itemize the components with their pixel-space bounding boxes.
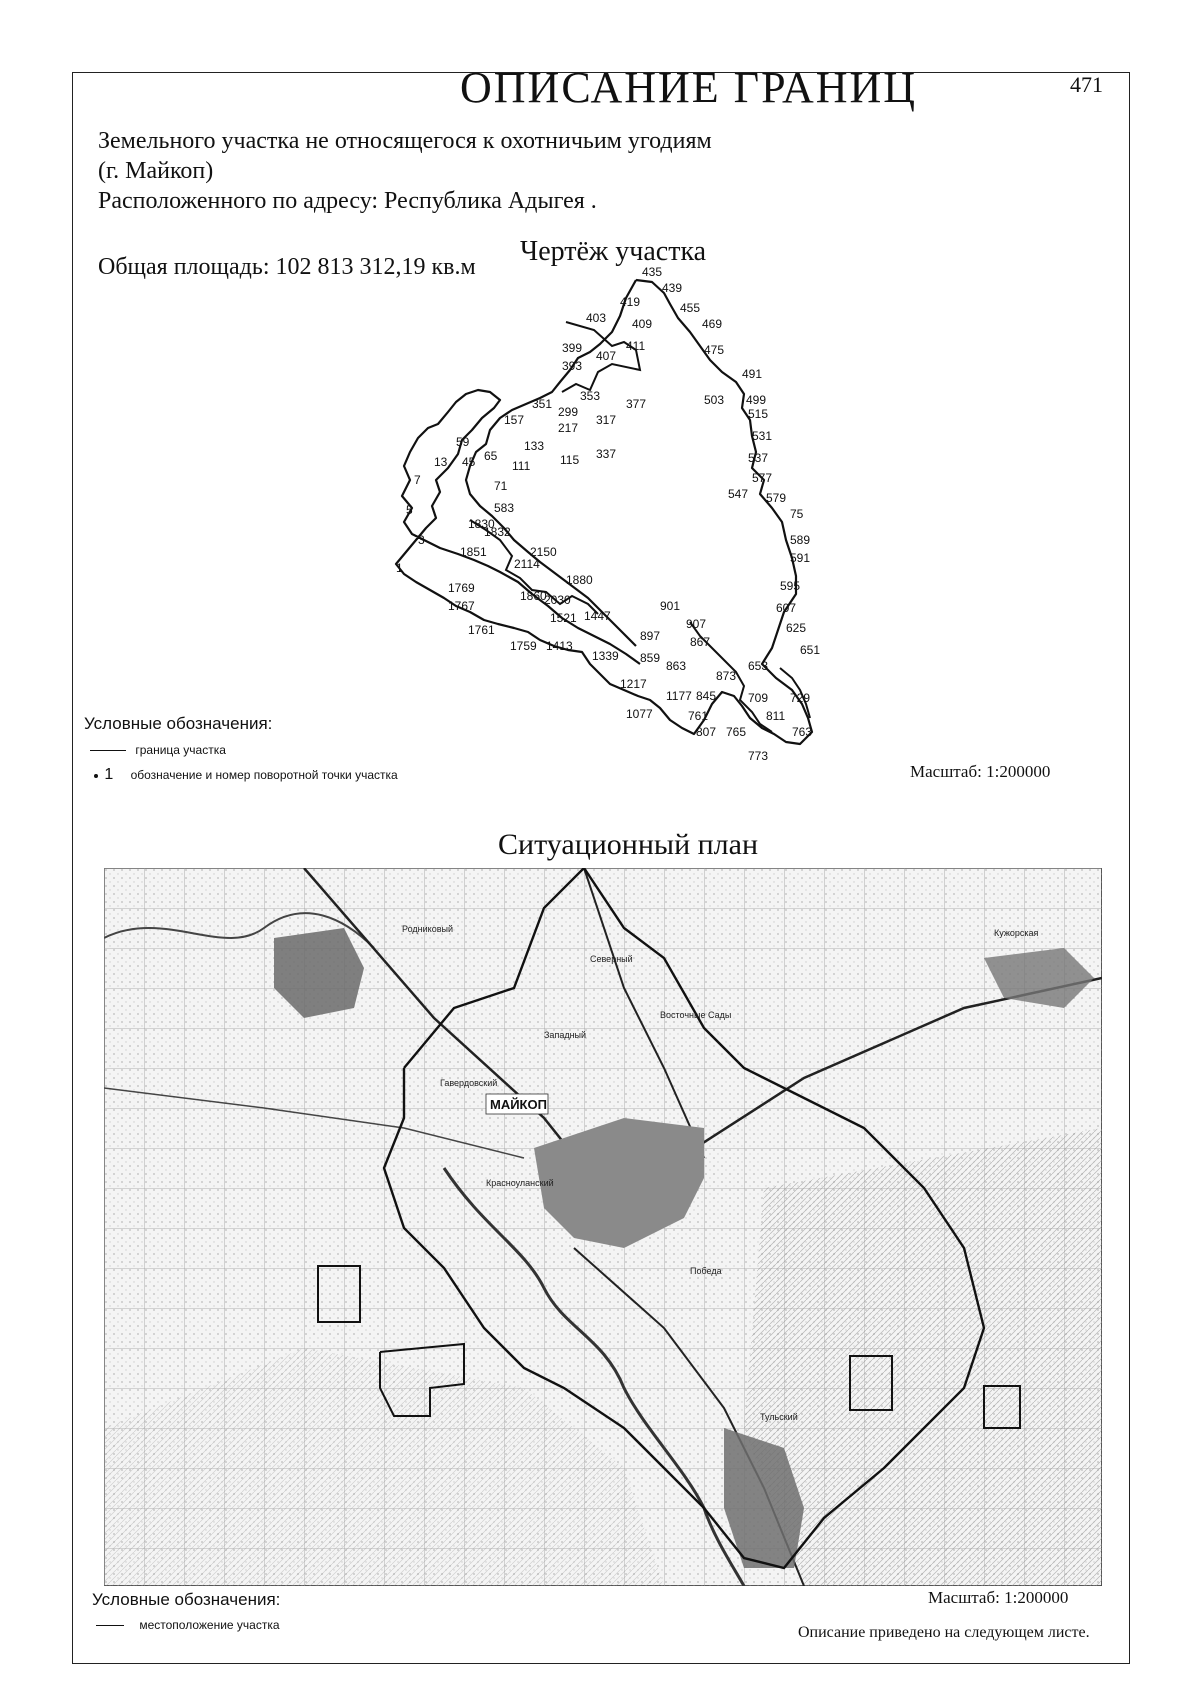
point-label: 1851 [460, 545, 487, 559]
point-label: 859 [640, 651, 661, 665]
point-label: 217 [558, 421, 579, 435]
point-label: 435 [642, 265, 663, 279]
description-line-3: Расположенного по адресу: Республика Адыгея . [98, 188, 597, 214]
legend-boundary-label: граница участка [135, 743, 226, 757]
point-label: 2030 [544, 593, 571, 607]
point-label: 351 [532, 397, 553, 411]
point-label: 377 [626, 397, 647, 411]
point-label: 7 [414, 473, 421, 487]
point-label: 537 [748, 451, 769, 465]
location-line-swatch [96, 1625, 124, 1626]
point-label: 59 [456, 435, 470, 449]
point-label: 765 [726, 725, 747, 739]
point-label: 45 [462, 455, 476, 469]
legend-item-point [94, 766, 398, 784]
drawing-title: Чертёж участка [520, 236, 707, 267]
point-label: 503 [704, 393, 725, 407]
point-label: 1860 [520, 589, 547, 603]
point-label: 1 [396, 561, 403, 575]
point-label: 71 [494, 479, 508, 493]
point-label: 1521 [550, 611, 577, 625]
point-label: 1759 [510, 639, 537, 653]
city-label: МАЙКОП [490, 1097, 547, 1112]
description-line-2: (г. Майкоп) [98, 158, 214, 184]
plan-title: Ситуационный план [498, 828, 759, 861]
point-label: 337 [596, 447, 617, 461]
point-label: 873 [716, 669, 737, 683]
point-label: 5 [406, 503, 413, 517]
boundary-line-swatch [90, 750, 126, 751]
point-label: 419 [620, 295, 641, 309]
point-label: 1761 [468, 623, 495, 637]
drawing-legend-title: Условные обозначения: [84, 714, 273, 733]
point-label: 1217 [620, 677, 647, 691]
point-label: 1177 [666, 689, 692, 703]
point-label: 811 [766, 709, 786, 723]
description-line-1: Земельного участка не относящегося к охотничьим угодиям [98, 128, 712, 154]
point-label: 583 [494, 501, 515, 515]
point-label: 399 [562, 341, 583, 355]
point-label: 2150 [530, 545, 557, 559]
point-label: 761 [688, 709, 709, 723]
legend-item-boundary [90, 743, 226, 757]
point-labels [396, 265, 820, 760]
point-label: 1447 [584, 609, 611, 623]
legend-location-label: местоположение участка [139, 1618, 280, 1632]
footer-note: Описание приведено на следующем листе. [798, 1624, 1090, 1641]
drawing-scale: Масштаб: 1:200000 [910, 762, 1051, 781]
legend-point-sample: 1 [104, 766, 114, 783]
point-label: 845 [696, 689, 717, 703]
point-label: 409 [632, 317, 653, 331]
place-label-rodnikovy: Родниковый [402, 924, 453, 934]
point-label: 651 [800, 643, 821, 657]
point-label: 469 [702, 317, 723, 331]
place-label-severny: Северный [590, 954, 633, 964]
point-label: 773 [748, 749, 769, 760]
point-label: 709 [748, 691, 769, 705]
point-label: 729 [790, 691, 811, 705]
point-label: 897 [640, 629, 661, 643]
parcel-drawing [0, 0, 1200, 760]
place-label-gaverdovsky: Гавердовский [440, 1078, 498, 1088]
point-label: 591 [790, 551, 811, 565]
legend-item-location [96, 1618, 280, 1632]
boundary-line-2 [466, 280, 636, 646]
point-label: 403 [586, 311, 607, 325]
point-label: 407 [596, 349, 617, 363]
place-label-vostochnye-sady: Восточные Сады [660, 1010, 732, 1020]
point-label: 439 [662, 281, 683, 295]
point-label: 589 [790, 533, 811, 547]
point-label: 863 [666, 659, 687, 673]
point-label: 577 [752, 471, 773, 485]
point-label: 317 [596, 413, 617, 427]
point-label: 499 [746, 393, 767, 407]
point-label: 13 [434, 455, 448, 469]
point-label: 111 [512, 459, 531, 473]
point-label: 299 [558, 405, 579, 419]
point-marker-icon [94, 774, 98, 778]
point-label: 1830 [468, 517, 495, 531]
point-label: 1832 [484, 525, 511, 539]
point-label: 75 [790, 507, 804, 521]
point-label: 475 [704, 343, 725, 357]
point-label: 867 [690, 635, 711, 649]
place-label-kuzhorskaya: Кужорская [994, 928, 1039, 938]
point-label: 907 [686, 617, 707, 631]
point-label: 1880 [566, 573, 593, 587]
page-title: ОПИСАНИЕ ГРАНИЦ [460, 63, 918, 112]
point-label: 807 [696, 725, 717, 739]
page-number: 471 [1070, 72, 1103, 97]
place-label-zapadny: Западный [544, 1030, 587, 1040]
point-label: 531 [752, 429, 773, 443]
point-label: 65 [484, 449, 498, 463]
point-label: 133 [524, 439, 545, 453]
situation-map [104, 868, 1102, 1586]
point-label: 515 [748, 407, 769, 421]
point-label: 157 [504, 413, 525, 427]
point-label: 625 [786, 621, 807, 635]
point-label: 1769 [448, 581, 475, 595]
point-label: 1339 [592, 649, 619, 663]
place-label-krasnoulansky: Красноуланский [486, 1178, 554, 1188]
point-label: 653 [748, 659, 769, 673]
point-label: 455 [680, 301, 701, 315]
point-label: 115 [560, 453, 580, 467]
point-label: 607 [776, 601, 797, 615]
point-label: 1413 [546, 639, 573, 653]
point-label: 491 [742, 367, 763, 381]
place-label-pobeda: Победа [690, 1266, 722, 1276]
plan-legend-title: Условные обозначения: [92, 1590, 281, 1609]
point-label: 3 [418, 533, 425, 547]
point-label: 1767 [448, 599, 475, 613]
plan-scale: Масштаб: 1:200000 [928, 1588, 1069, 1607]
point-label: 411 [626, 339, 646, 353]
point-label: 353 [580, 389, 601, 403]
point-label: 901 [660, 599, 681, 613]
legend-point-label: обозначение и номер поворотной точки участка [130, 768, 398, 782]
point-label: 579 [766, 491, 787, 505]
total-area: Общая площадь: 102 813 312,19 кв.м [98, 254, 476, 280]
place-label-tulsky: Тульский [760, 1412, 798, 1422]
point-label: 2114 [514, 557, 540, 571]
point-label: 1077 [626, 707, 653, 721]
point-label: 547 [728, 487, 749, 501]
point-label: 763 [792, 725, 813, 739]
point-label: 393 [562, 359, 583, 373]
point-label: 595 [780, 579, 801, 593]
